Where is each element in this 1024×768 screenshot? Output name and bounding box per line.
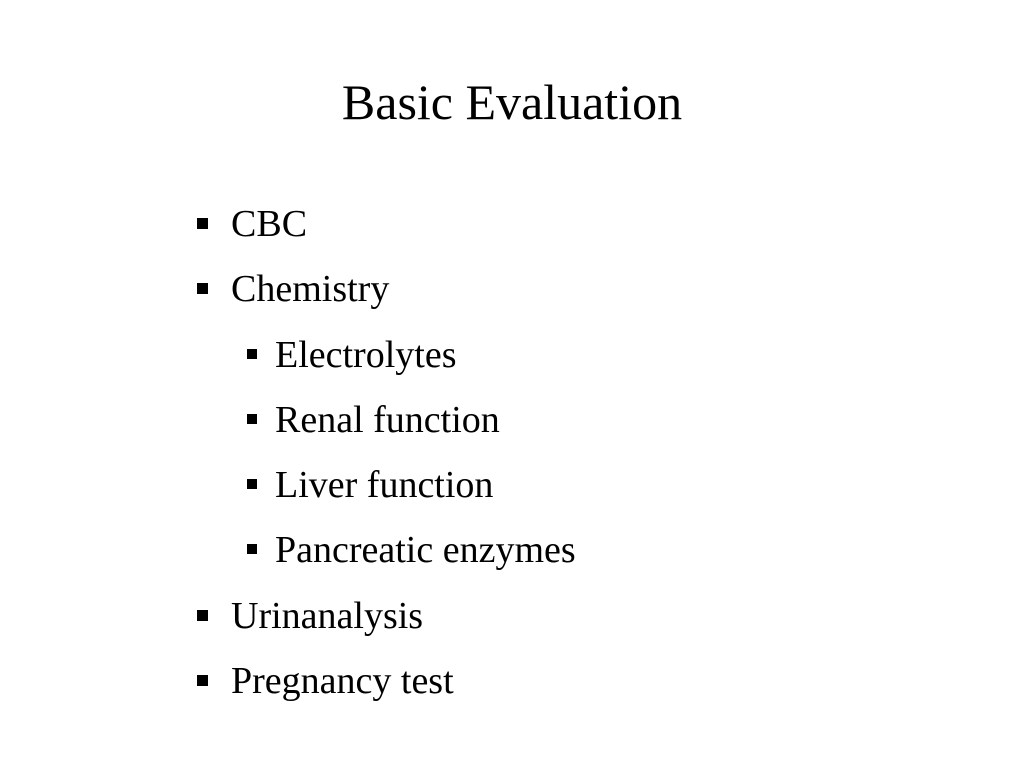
bullet-label: CBC: [231, 203, 308, 245]
bullet-item-urinanalysis: [195, 586, 576, 651]
sub-bullet-item-pancreatic-enzymes: [195, 520, 576, 585]
bullet-label: Liver function: [275, 464, 494, 507]
bullet-label: Pregnancy test: [231, 660, 454, 703]
square-bullet-icon: [197, 675, 208, 686]
bullet-label: Pancreatic enzymes: [275, 529, 576, 572]
bullet-list: [195, 194, 576, 716]
square-bullet-icon: [197, 218, 208, 229]
square-bullet-icon: [247, 349, 257, 359]
slide-title: Basic Evaluation: [341, 74, 683, 130]
square-bullet-icon: [197, 610, 208, 621]
bullet-label: Chemistry: [231, 268, 390, 311]
square-bullet-icon: [247, 479, 257, 489]
bullet-label: Electrolytes: [275, 333, 457, 376]
bullet-label: Renal function: [275, 398, 500, 441]
bullet-label: Urinanalysis: [231, 594, 424, 637]
square-bullet-icon: [247, 544, 257, 554]
sub-bullet-item-electrolytes: [195, 325, 576, 390]
bullet-item-cbc: [195, 194, 576, 259]
bullet-item-chemistry: [195, 259, 576, 324]
sub-bullet-item-liver-function: [195, 455, 576, 520]
square-bullet-icon: [247, 414, 257, 424]
square-bullet-icon: [197, 283, 208, 294]
sub-bullet-item-renal-function: [195, 390, 576, 455]
bullet-item-pregnancy-test: [195, 651, 576, 716]
